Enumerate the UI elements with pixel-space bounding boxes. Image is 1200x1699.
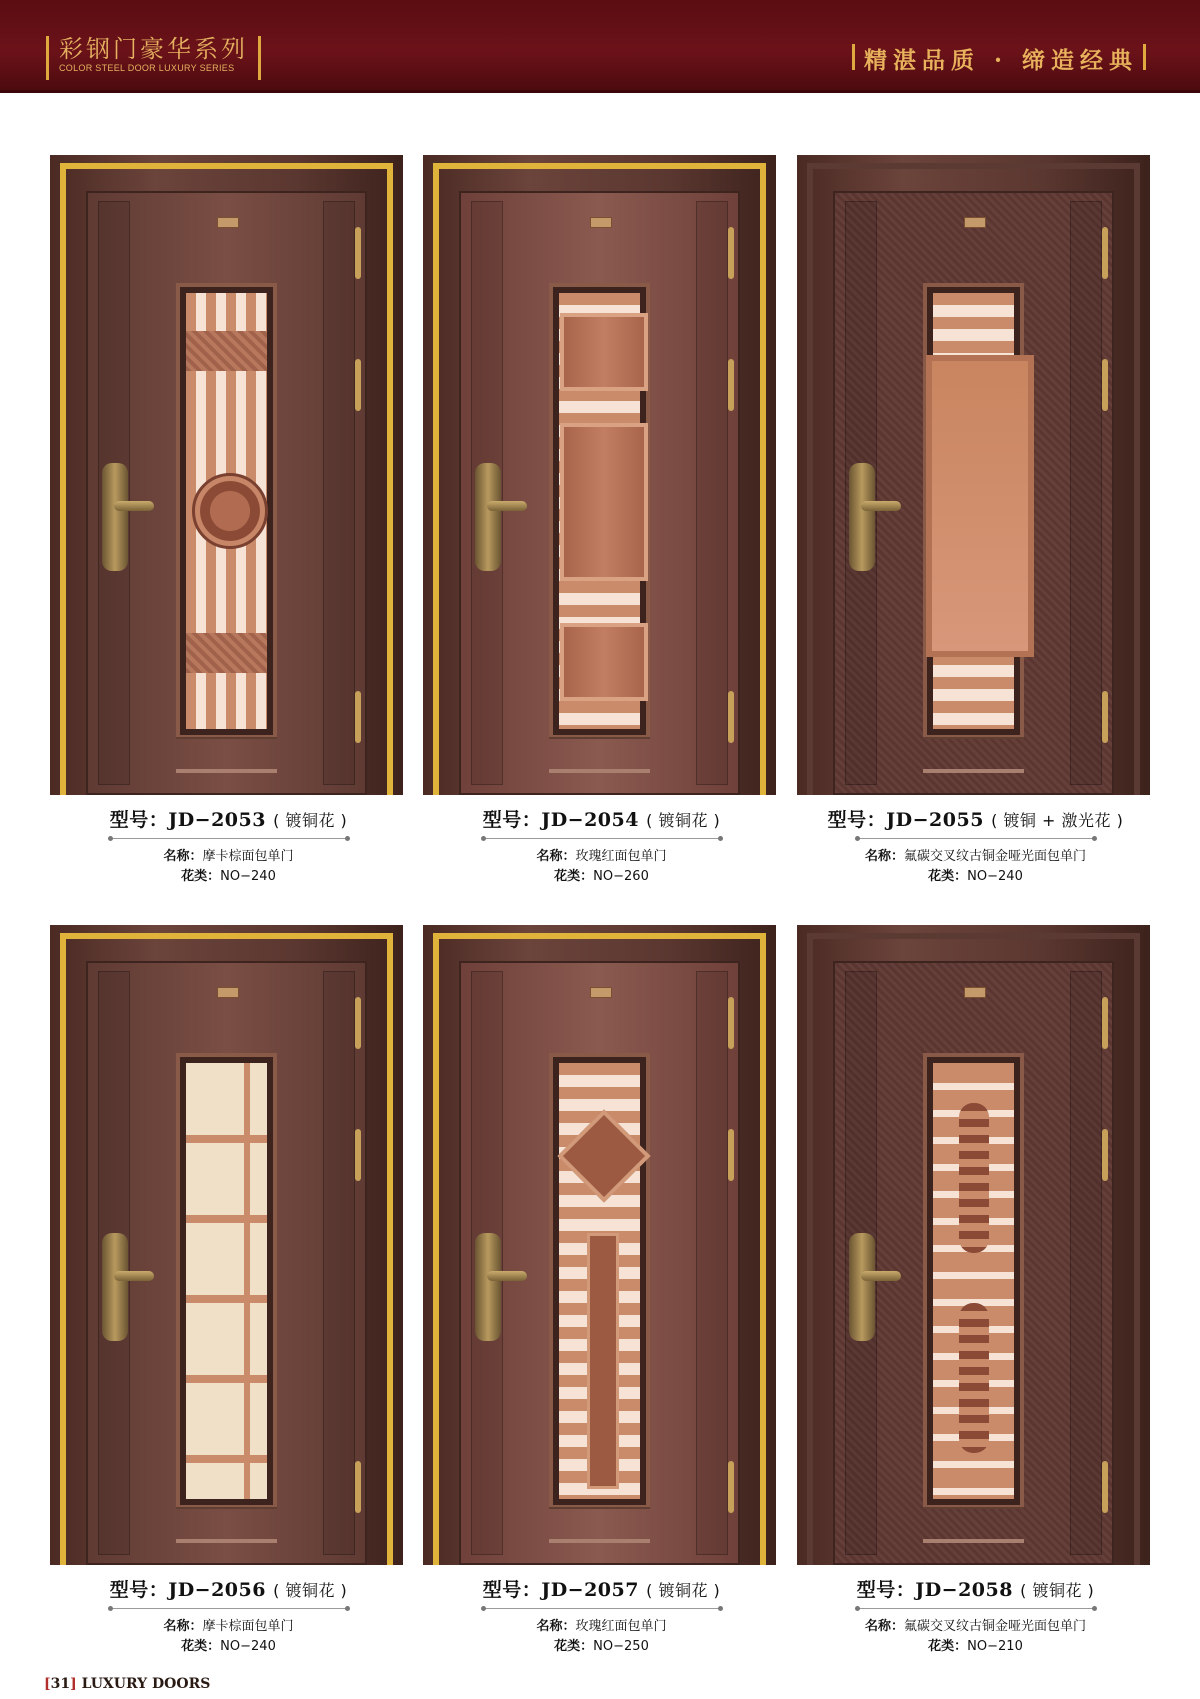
door-pattern: 花类：NO−250	[554, 1639, 649, 1654]
door-card-jd2058[interactable]	[797, 925, 1154, 1657]
door-card-jd2057[interactable]	[423, 925, 780, 1657]
door-pattern: 花类：NO−240	[181, 869, 276, 884]
door-image	[423, 155, 776, 795]
model-number: 型号：JD−2053 ( 镀铜花 )	[109, 809, 348, 831]
door-image	[797, 155, 1150, 795]
door-handle-icon	[849, 1233, 875, 1341]
door-name: 名称：氟碳交叉纹古铜金哑光面包单门	[864, 849, 1087, 864]
door-card-jd2055[interactable]	[797, 155, 1154, 887]
door-handle-icon	[102, 1233, 128, 1341]
door-image	[50, 155, 403, 795]
door-card-jd2053[interactable]	[50, 155, 407, 887]
model-number: 型号：JD−2056 ( 镀铜花 )	[109, 1579, 348, 1601]
door-pattern: 花类：NO−240	[181, 1639, 276, 1654]
door-pattern: 花类：NO−240	[928, 869, 1023, 884]
door-image	[797, 925, 1150, 1565]
door-handle-icon	[475, 463, 501, 571]
series-title	[46, 36, 261, 80]
model-number: 型号：JD−2057 ( 镀铜花 )	[482, 1579, 721, 1601]
door-handle-icon	[849, 463, 875, 571]
door-pattern: 花类：NO−260	[554, 869, 649, 884]
door-name: 名称：玫瑰红面包单门	[536, 849, 667, 864]
door-handle-icon	[102, 463, 128, 571]
page-number: 31	[50, 1676, 71, 1692]
door-image	[423, 925, 776, 1565]
footer-brand: LUXURY DOORS	[81, 1676, 211, 1692]
door-image	[50, 925, 403, 1565]
page-header	[0, 0, 1200, 93]
door-name: 名称：摩卡棕面包单门	[163, 849, 294, 864]
series-title-cn: 彩钢门豪华系列	[59, 35, 248, 63]
series-title-en: COLOR STEEL DOOR LUXURY SERIES	[59, 63, 235, 73]
door-name: 名称：氟碳交叉纹古铜金哑光面包单门	[864, 1619, 1087, 1634]
page-footer: [31] LUXURY DOORS	[44, 1676, 211, 1692]
door-pattern: 花类：NO−210	[928, 1639, 1023, 1654]
door-card-jd2056[interactable]	[50, 925, 407, 1657]
door-name: 名称：玫瑰红面包单门	[536, 1619, 667, 1634]
slogan: 精湛品质 · 缔造经典	[864, 42, 1138, 75]
model-number: 型号：JD−2055 ( 镀铜 + 激光花 )	[827, 809, 1124, 831]
door-card-jd2054[interactable]	[423, 155, 780, 887]
door-handle-icon	[475, 1233, 501, 1341]
door-name: 名称：摩卡棕面包单门	[163, 1619, 294, 1634]
model-number: 型号：JD−2054 ( 镀铜花 )	[482, 809, 721, 831]
model-number: 型号：JD−2058 ( 镀铜花 )	[856, 1579, 1095, 1601]
